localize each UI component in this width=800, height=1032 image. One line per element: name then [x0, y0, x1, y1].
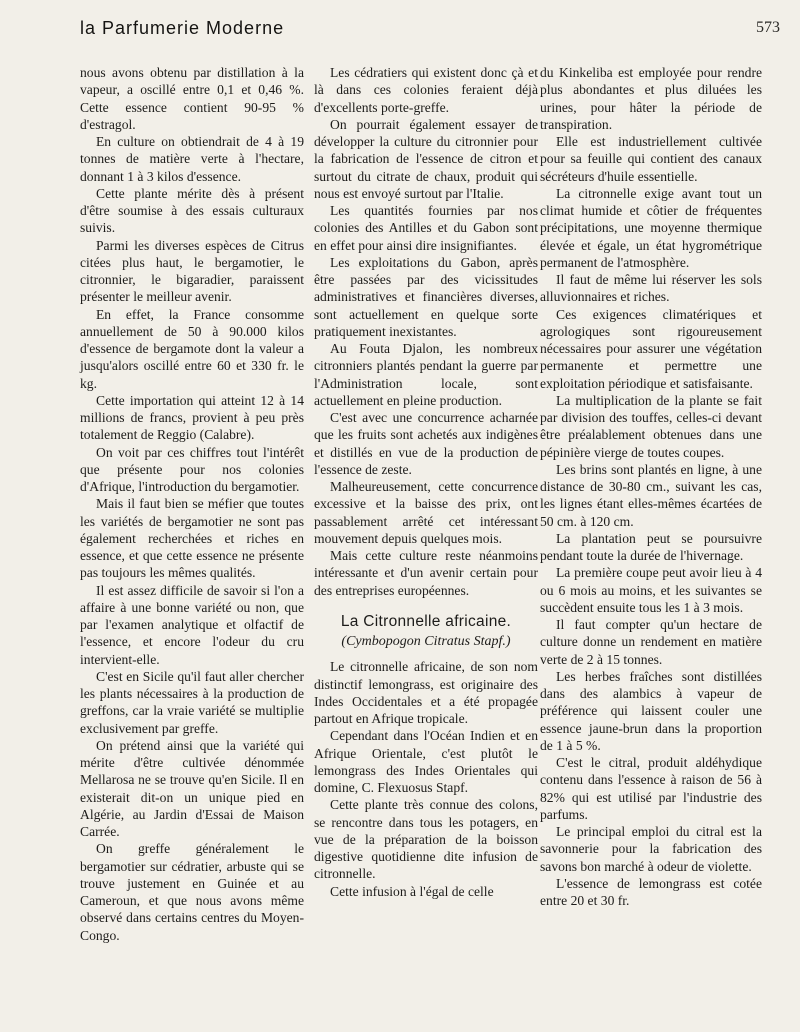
paragraph: C'est le citral, produit aldéhydique contenu dans l'essence à raison de 56 à 82% qui est utilisé par l'industrie des parfums.: [540, 755, 762, 822]
paragraph: Il faut de même lui réserver les sols alluvionnaires et riches.: [540, 272, 762, 305]
paragraph: du Kinkeliba est employée pour rendre plus abondantes et plus diluées les urines, pour hâter la période de transpiration.: [540, 65, 762, 132]
text-column-2: [314, 64, 538, 900]
paragraph: Cette plante très connue des colons, se rencontre dans tous les potagers, en vue de la préparation de la boisson digestive quotidienne dite infusion de citronnelle.: [314, 797, 538, 882]
paragraph: On greffe généralement le bergamotier sur cédratier, arbuste qui se trouve justement en Guinée et au Cameroun, et que nous avons même observé dans certains centres du Moyen-Congo.: [80, 841, 304, 943]
paragraph: Mais il faut bien se méfier que toutes les variétés de bergamotier ne sont pas également recherchées et riches en essence, et que cette essence ne présente pas toujours les mêmes qualités.: [80, 496, 304, 581]
paragraph: On voit par ces chiffres tout l'intérêt que présente pour nos colonies d'Afrique, l'introduction du bergamotier.: [80, 444, 304, 494]
paragraph: La plantation peut se poursuivre pendant toute la durée de l'hivernage.: [540, 530, 762, 563]
paragraph: L'essence de lemongrass est cotée entre 20 et 30 fr.: [540, 875, 762, 908]
paragraph: Les brins sont plantés en ligne, à une distance de 30-80 cm., suivant les cas, les lignes étant elles-mêmes écartées de 50 cm. à 120 cm.: [540, 461, 762, 529]
paragraph: En effet, la France consomme annuellement de 50 à 90.000 kilos d'essence de bergamote dont la valeur a jusqu'alors oscillé entre 60 et 330 fr. le kg.: [80, 306, 304, 391]
paragraph: Les quantités fournies par nos colonies des Antilles et du Gabon sont en effet pour ainsi dire insignifiantes.: [314, 203, 538, 253]
paragraph: Les exploitations du Gabon, après être passées par des vicissitudes administratives et financières diverses, sont actuellement en quelque sorte pratiquement inexistantes.: [314, 254, 538, 339]
paragraph: Cette infusion à l'égal de celle: [330, 883, 494, 899]
paragraph: Les herbes fraîches sont distillées dans des alambics à vapeur de préférence qui laissent couler une essence jaune-brun dans la proportion de 1 à 5 %.: [540, 668, 762, 753]
paragraph: Cette importation qui atteint 12 à 14 millions de francs, provient à peu près totalement de Reggio (Calabre).: [80, 392, 304, 443]
paragraph: Parmi les diverses espèces de Citrus citées plus haut, le bergamotier, le citronnier, le bigaradier, paraissent présenter le meilleur avenir.: [80, 237, 304, 305]
paragraph: Ces exigences climatériques et agrologiques sont rigoureusement nécessaires pour assurer une végétation permanente et permettre une exploitation périodique et satisfaisante.: [540, 306, 762, 391]
paragraph: Il faut compter qu'un hectare de culture donne un rendement en matière verte de 2 à 15 tonnes.: [540, 617, 762, 667]
text-column-3: [540, 64, 762, 909]
paragraph: On pourrait également essayer de développer la culture du citronnier pour la fabrication de l'essence de citron et surtout du citrate de chaux, produit qui nous est envoyé surtout par l'Italie.: [314, 116, 538, 201]
section-subtitle: (Cymbopogon Citratus Stapf.): [341, 634, 511, 649]
paragraph: En culture on obtiendrait de 4 à 19 tonnes de matière verte à l'hectare, donnant 1 à 3 kilos d'essence.: [80, 134, 304, 184]
paragraph: C'est avec une concurrence acharnée que les fruits sont achetés aux indigènes et distillés en vue de la production de l'essence de zeste.: [314, 410, 538, 477]
paragraph: La multiplication de la plante se fait par division des touffes, celles-ci devant être préalablement obtenues dans une pépinière vierge de toutes coupes.: [540, 392, 762, 460]
column-2-paragraphs: [314, 64, 538, 599]
paragraph: Mais cette culture reste néanmoins intéressante et d'un avenir certain pour des entreprises européennes.: [314, 548, 538, 598]
paragraph: Le citronnelle africaine, de son nom distinctif lemongrass, est originaire des Indes Occidentales et a été propagée partout en Afrique tropicale.: [314, 659, 538, 726]
page-number: 573: [756, 19, 780, 36]
paragraph: nous avons obtenu par distillation à la vapeur, a oscillé entre 0,1 et 0,46 %. Cette essence contient 90-95 % d'estragol.: [80, 65, 304, 132]
paragraph: Cette plante mérite dès à présent d'être soumise à des essais culturaux suivis.: [80, 185, 304, 236]
journal-title: la Parfumerie Moderne: [80, 18, 285, 38]
paragraph: Le principal emploi du citral est la savonnerie pour la fabrication des savons bon marché à odeur de violette.: [540, 824, 762, 874]
paragraph: Malheureusement, cette concurrence excessive et la baisse des prix, ont passablement arrêté cet intéressant mouvement depuis quelques mois.: [314, 479, 538, 546]
page-header: [80, 18, 780, 44]
paragraph: Il est assez difficile de savoir si l'on a affaire à une bonne variété ou non, que par l'examen analytique et olfactif de l'essence, et encore l'odeur du cru intervient-elle.: [80, 582, 304, 667]
paragraph: Elle est industriellement cultivée pour sa feuille qui contient des canaux sécréteurs d'huile essentielle.: [540, 134, 762, 184]
section-title: La Citronnelle africaine.: [340, 612, 512, 630]
column-2-section-paragraphs: [314, 658, 538, 900]
paragraph: Au Fouta Djalon, les nombreux citronniers plantés pendant la guerre par l'Administration locale, sont actuellement en pleine production.: [314, 341, 538, 408]
paragraph: Les cédratiers qui existent donc çà et là dans ces colonies feraient déjà d'excellents porte-greffe.: [314, 65, 538, 115]
paragraph: La première coupe peut avoir lieu à 4 ou 6 mois au moins, et les suivantes se succèdent ensuite tous les 1 à 3 mois.: [540, 565, 762, 615]
text-column-1: [80, 64, 304, 944]
paragraph: C'est en Sicile qu'il faut aller chercher les plants nécessaires à la production de greffons, car la vraie variété se multiplie exclusivement par greffe.: [80, 668, 304, 736]
paragraph: La citronnelle exige avant tout un climat humide et côtier de fréquentes précipitations, une moyenne thermique élevée et égale, un état hygrométrique permanent de l'atmosphère.: [540, 185, 762, 270]
paragraph: Cependant dans l'Océan Indien et en Afrique Orientale, c'est plutôt le lemongrass des Indes Orientales qui domine, C. Flexuosus Stapf.: [314, 728, 538, 795]
paragraph: On prétend ainsi que la variété qui mérite d'être cultivée dénommée Mellarosa ne se trouve qu'en Sicile. Il en existerait dit-on un unique pied en Algérie, au Jardin d'Essai de Maison Carrée.: [80, 737, 304, 839]
